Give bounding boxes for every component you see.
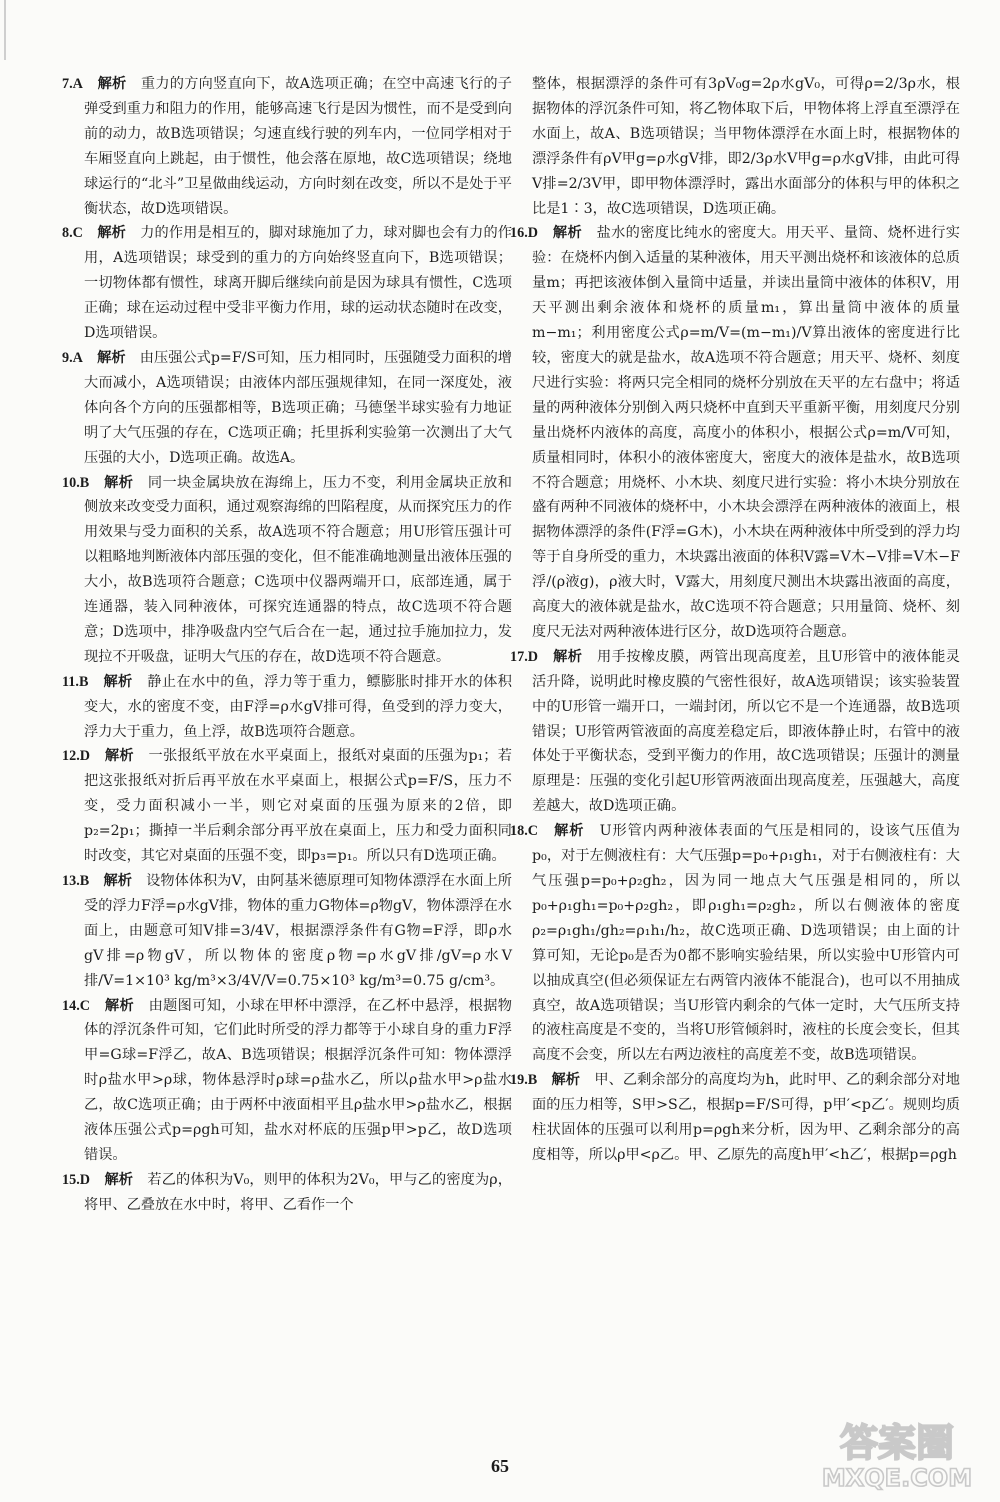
answer-item-10: 10.B 解析 同一块金属块放在海绵上，压力不变，利用金属块正放和侧放来改变受力面积，通过观察海绵的凹陷程度，从而探究压力的作用效果与受力面积的关系，故A选项不符合题意；用U形管压强计可以粗略地判断液体内部压强的变化，但不能准确地测量出液体压强的大小，故B选项符合题意；C选项中仪器两端开口，底部连通，属于连通器，装入同种液体，可探究连通器的特点，故C选项不符合题意；D选项中，排净吸盘内空气后合在一起，通过拉手施加拉力，发现拉不开吸盘，证明大气压的存在，故D选项不符合题意。: [62, 474, 512, 665]
answer-text: 甲、乙剩余部分的高度均为h，此时甲、乙的剩余部分对地面的压力相等，S甲>S乙，根据p=F/S可得，p甲′<p乙′。规则均质柱状固体的压强可以利用p=ρgh来分析，因为甲、乙剩余部分的高度相等，所以ρ甲<ρ乙。甲、乙原先的高度h甲′<h乙′，根据p=ρgh: [532, 1072, 960, 1163]
right-column: [510, 72, 960, 1168]
answer-item-14: 14.C 解析 由题图可知，小球在甲杯中漂浮，在乙杯中悬浮，根据物体的浮沉条件可知，它们此时所受的浮力都等于小球自身的重力F浮甲=G球=F浮乙，故A、B选项错误；根据浮沉条件可知：物体漂浮时ρ盐水甲>ρ球，物体悬浮时ρ球=ρ盐水乙，所以ρ盐水甲>ρ盐水乙，故C选项正确；由于两杯中液面相平且ρ盐水甲>ρ盐水乙，根据液体压强公式p=ρgh可知，盐水对杯底的压强p甲>p乙，故D选项错误。: [62, 997, 512, 1163]
answer-text: 重力的方向竖直向下，故A选项正确；在空中高速飞行的子弹受到重力和阻力的作用，能够高速飞行是因为惯性，而不是受到向前的动力，故B选项错误；匀速直线行驶的列车内，一位同学相对于车厢竖直向上跳起，由于惯性，他会落在原地，故C选项错误；绕地球运行的“北斗”卫星做曲线运动，方向时刻在改变，所以不是处于平衡状态，故D选项错误。: [84, 76, 512, 217]
answer-item-19: 19.B 解析 甲、乙剩余部分的高度均为h，此时甲、乙的剩余部分对地面的压力相等，S甲>S乙，根据p=F/S可得，p甲′<p乙′。规则均质柱状固体的压强可以利用p=ρgh来分析，因为甲、乙剩余部分的高度相等，所以ρ甲<ρ乙。甲、乙原先的高度h甲′<h乙′，根据p=ρgh: [510, 1072, 960, 1163]
watermark-title: 答案圈: [839, 1421, 955, 1465]
answer-text: 力的作用是相互的，脚对球施加了力，球对脚也会有力的作用，A选项错误；球受到的重力的方向始终竖直向下，B选项错误；一切物体都有惯性，球离开脚后继续向前是因为球具有惯性，C选项正确；球在运动过程中受非平衡力作用，球的运动状态随时在改变，D选项错误。: [84, 225, 512, 342]
answer-item-13: 13.B 解析 设物体体积为V，由阿基米德原理可知物体漂浮在水面上所受的浮力F浮=ρ水gV排，物体的重力G物体=ρ物gV，物体漂浮在水面上，由题意可知V排=3/4V，根据漂浮条件有G物=F浮，即ρ水gV排=ρ物gV，所以物体的密度ρ物=ρ水gV排/gV=ρ水V排/V=1×10³ kg/m³×3/4V/V=0.75×10³ kg/m³=0.75 g/cm³。: [62, 873, 512, 989]
answer-text: 若乙的体积为V₀，则甲的体积为2V₀，甲与乙的密度为ρ，将甲、乙叠放在水中时，将甲、乙看作一个: [84, 1171, 512, 1213]
answer-item-16: 16.D 解析 盐水的密度比纯水的密度大。用天平、量筒、烧杯进行实验：在烧杯内倒入适量的某种液体，用天平测出烧杯和该液体的总质量m；再把该液体倒入量筒中适量，并读出量筒中液体的体积V，用天平测出剩余液体和烧杯的质量m₁，算出量筒中液体的质量m−m₁；利用密度公式ρ=m/V=(m−m₁)/V算出液体的密度进行比较，密度大的就是盐水，故A选项不符合题意；用天平、烧杯、刻度尺进行实验：将两只完全相同的烧杯分别放在天平的左右盘中；将适量的两种液体分别倒入两只烧杯中直到天平重新平衡，用刻度尺分别量出烧杯内液体的高度，高度小的体积小，根据公式ρ=m/V可知，质量相同时，体积小的液体密度大，密度大的液体是盐水，故B选项不符合题意；用烧杯、小木块、刻度尺进行实验：将小木块分别放在盛有两种不同液体的烧杯中，小木块会漂浮在两种液体的液面上，根据物体漂浮的条件(F浮=G木)，小木块在两种液体中所受到的浮力均等于自身所受的重力，木块露出液面的体积V露=V木−V排=V木−F浮/(ρ液g)，ρ液大时，V露大，用刻度尺测出木块露出液面的高度，高度大的液体就是盐水，故C选项不符合题意；只用量筒、烧杯、刻度尺无法对两种液体进行区分，故D选项符合题意。: [510, 225, 960, 640]
answer-text: 由题图可知，小球在甲杯中漂浮，在乙杯中悬浮，根据物体的浮沉条件可知，它们此时所受的浮力都等于小球自身的重力F浮甲=G球=F浮乙，故A、B选项错误；根据浮沉条件可知：物体漂浮时ρ盐水甲>ρ球，物体悬浮时ρ球=ρ盐水乙，所以ρ盐水甲>ρ盐水乙，故C选项正确；由于两杯中液面相平且ρ盐水甲>ρ盐水乙，根据液体压强公式p=ρgh可知，盐水对杯底的压强p甲>p乙，故D选项错误。: [84, 997, 512, 1163]
answer-text: 静止在水中的鱼，浮力等于重力，鳔膨胀时排开水的体积变大，水的密度不变，由F浮=ρ水gV排可得，鱼受到的浮力变大，浮力大于重力，鱼上浮，故B选项符合题意。: [84, 673, 512, 740]
answer-item-12: 12.D 解析 一张报纸平放在水平桌面上，报纸对桌面的压强为p₁；若把这张报纸对折后再平放在水平桌面上，根据公式p=F/S，压力不变，受力面积减小一半，则它对桌面的压强为原来的2倍，即p₂=2p₁；撕掉一半后剩余部分再平放在桌面上，压力和受力面积同时改变，其它对桌面的压强不变，即p₃=p₁。所以只有D选项正确。: [62, 748, 512, 865]
answer-item-7: 7.A 解析 重力的方向竖直向下，故A选项正确；在空中高速飞行的子弹受到重力和阻力的作用，能够高速飞行是因为惯性，而不是受到向前的动力，故B选项错误；匀速直线行驶的列车内，一位同学相对于车厢竖直向上跳起，由于惯性，他会落在原地，故C选项错误；绕地球运行的“北斗”卫星做曲线运动，方向时刻在改变，所以不是处于平衡状态，故D选项错误。: [62, 76, 512, 217]
watermark-url: MXQE.COM: [821, 1464, 973, 1492]
answer-text: 由压强公式p=F/S可知，压力相同时，压强随受力面积的增大而减小，A选项错误；由液体内部压强规律知，在同一深度处，液体向各个方向的压强都相等，B选项正确；马德堡半球实验有力地证明了大气压强的存在，C选项正确；托里拆利实验第一次测出了大气压强的大小，D选项正确。故选A。: [84, 349, 512, 466]
answer-text: U形管内两种液体表面的气压是相同的，设该气压值为p₀，对于左侧液柱有：大气压强p=p₀+ρ₁gh₁，对于右侧液柱有：大气压强p=p₀+ρ₂gh₂，因为同一地点大气压强是相同的，所以p₀+ρ₁gh₁=p₀+ρ₂gh₂，即ρ₁gh₁=ρ₂gh₂，所以右侧液体的密度ρ₂=ρ₁gh₁/gh₂=ρ₁h₁/h₂，故C选项正确、D选项错误；由上面的计算可知，无论p₀是否为0都不影响实验结果，所以实验中U形管内可以抽成真空(但必须保证左右两管内液体不能混合)，也可以不用抽成真空，故A选项错误；当U形管内剩余的气体一定时，大气压所支持的液柱高度是不变的，当将U形管倾斜时，液柱的长度会变长，但其高度不会变，所以左右两边液柱的高度差不变，故B选项错误。: [532, 823, 960, 1064]
page-number: 65: [491, 1456, 509, 1476]
answer-text: 一张报纸平放在水平桌面上，报纸对桌面的压强为p₁；若把这张报纸对折后再平放在水平桌面上，根据公式p=F/S，压力不变，受力面积减小一半，则它对桌面的压强为原来的2倍，即p₂=2p₁；撕掉一半后剩余部分再平放在桌面上，压力和受力面积同时改变，其它对桌面的压强不变，即p₃=p₁。所以只有D选项正确。: [84, 748, 512, 865]
answer-item-18: 18.C 解析 U形管内两种液体表面的气压是相同的，设该气压值为p₀，对于左侧液柱有：大气压强p=p₀+ρ₁gh₁，对于右侧液柱有：大气压强p=p₀+ρ₂gh₂，因为同一地点大气压强是相同的，所以p₀+ρ₁gh₁=p₀+ρ₂gh₂，即ρ₁gh₁=ρ₂gh₂，所以右侧液体的密度ρ₂=ρ₁gh₁/gh₂=ρ₁h₁/h₂，故C选项正确、D选项错误；由上面的计算可知，无论p₀是否为0都不影响实验结果，所以实验中U形管内可以抽成真空(但必须保证左右两管内液体不能混合)，也可以不用抽成真空，故A选项错误；当U形管内剩余的气体一定时，大气压所支持的液柱高度是不变的，当将U形管倾斜时，液柱的长度会变长，但其高度不会变，所以左右两边液柱的高度差不变，故B选项错误。: [510, 823, 960, 1064]
answer-text: 整体，根据漂浮的条件可有3ρV₀g=2ρ水gV₀，可得ρ=2/3ρ水，根据物体的浮沉条件可知，将乙物体取下后，甲物体将上浮直至漂浮在水面上，故A、B选项错误；当甲物体漂浮在水面上时，根据物体的漂浮条件有ρV甲g=ρ水gV排，即2/3ρ水V甲g=ρ水gV排，由此可得V排=2/3V甲，即甲物体漂浮时，露出水面部分的体积与甲的体积之比是1∶3，故C选项错误，D选项正确。: [532, 76, 960, 217]
page-edge-line: [4, 0, 6, 60]
answer-item-8: 8.C 解析 力的作用是相互的，脚对球施加了力，球对脚也会有力的作用，A选项错误；球受到的重力的方向始终竖直向下，B选项错误；一切物体都有惯性，球离开脚后继续向前是因为球具有惯性，C选项正确；球在运动过程中受非平衡力作用，球的运动状态随时在改变，D选项错误。: [62, 225, 512, 342]
watermark-logo: [812, 1414, 982, 1492]
answer-text: 设物体体积为V，由阿基米德原理可知物体漂浮在水面上所受的浮力F浮=ρ水gV排，物体的重力G物体=ρ物gV，物体漂浮在水面上，由题意可知V排=3/4V，根据漂浮条件有G物=F浮，即ρ水gV排=ρ物gV，所以物体的密度ρ物=ρ水gV排/gV=ρ水V排/V=1×10³ kg/m³×3/4V/V=0.75×10³ kg/m³=0.75 g/cm³。: [84, 873, 512, 989]
answer-text: 同一块金属块放在海绵上，压力不变，利用金属块正放和侧放来改变受力面积，通过观察海绵的凹陷程度，从而探究压力的作用效果与受力面积的关系，故A选项不符合题意；用U形管压强计可以粗略地判断液体内部压强的变化，但不能准确地测量出液体压强的大小，故B选项符合题意；C选项中仪器两端开口，底部连通，属于连通器，装入同种液体，可探究连通器的特点，故C选项不符合题意；D选项中，排净吸盘内空气后合在一起，通过拉手施加拉力，发现拉不开吸盘，证明大气压的存在，故D选项不符合题意。: [84, 474, 512, 665]
left-column: [62, 72, 512, 1218]
answer-text: 用手按橡皮膜，两管出现高度差，且U形管中的液体能灵活升降，说明此时橡皮膜的气密性很好，故A选项错误；该实验装置中的U形管一端开口，一端封闭，所以它不是一个连通器，故B选项错误；U形管两管液面的高度差稳定后，即液体静止时，右管中的液体处于平衡状态，受到平衡力的作用，故C选项错误；压强计的测量原理是：压强的变化引起U形管两液面出现高度差，压强越大，高度差越大，故D选项正确。: [532, 648, 960, 815]
answer-item-9: 9.A 解析 由压强公式p=F/S可知，压力相同时，压强随受力面积的增大而减小，A选项错误；由液体内部压强规律知，在同一深度处，液体向各个方向的压强都相等，B选项正确；马德堡半球实验有力地证明了大气压强的存在，C选项正确；托里拆利实验第一次测出了大气压强的大小，D选项正确。故选A。: [62, 349, 512, 466]
answer-text: 盐水的密度比纯水的密度大。用天平、量筒、烧杯进行实验：在烧杯内倒入适量的某种液体，用天平测出烧杯和该液体的总质量m；再把该液体倒入量筒中适量，并读出量筒中液体的体积V，用天平测出剩余液体和烧杯的质量m₁，算出量筒中液体的质量m−m₁；利用密度公式ρ=m/V=(m−m₁)/V算出液体的密度进行比较，密度大的就是盐水，故A选项不符合题意；用天平、烧杯、刻度尺进行实验：将两只完全相同的烧杯分别放在天平的左右盘中；将适量的两种液体分别倒入两只烧杯中直到天平重新平衡，用刻度尺分别量出烧杯内液体的高度，高度小的体积小，根据公式ρ=m/V可知，质量相同时，体积小的液体密度大，密度大的液体是盐水，故B选项不符合题意；用烧杯、小木块、刻度尺进行实验：将小木块分别放在盛有两种不同液体的烧杯中，小木块会漂浮在两种液体的液面上，根据物体漂浮的条件(F浮=G木)，小木块在两种液体中所受到的浮力均等于自身所受的重力，木块露出液面的体积V露=V木−V排=V木−F浮/(ρ液g)，ρ液大时，V露大，用刻度尺测出木块露出液面的高度，高度大的液体就是盐水，故C选项不符合题意；只用量筒、烧杯、刻度尺无法对两种液体进行区分，故D选项符合题意。: [532, 225, 960, 640]
answer-item-17: 17.D 解析 用手按橡皮膜，两管出现高度差，且U形管中的液体能灵活升降，说明此时橡皮膜的气密性很好，故A选项错误；该实验装置中的U形管一端开口，一端封闭，所以它不是一个连通器，故B选项错误；U形管两管液面的高度差稳定后，即液体静止时，右管中的液体处于平衡状态，受到平衡力的作用，故C选项错误；压强计的测量原理是：压强的变化引起U形管两液面出现高度差，压强越大，高度差越大，故D选项正确。: [510, 648, 960, 815]
answer-item-11: 11.B 解析 静止在水中的鱼，浮力等于重力，鳔膨胀时排开水的体积变大，水的密度不变，由F浮=ρ水gV排可得，鱼受到的浮力变大，浮力大于重力，鱼上浮，故B选项符合题意。: [62, 673, 512, 740]
answer-item-15-continued: [510, 72, 960, 221]
answer-item-15: 15.D 解析 若乙的体积为V₀，则甲的体积为2V₀，甲与乙的密度为ρ，将甲、乙叠放在水中时，将甲、乙看作一个: [62, 1171, 512, 1213]
